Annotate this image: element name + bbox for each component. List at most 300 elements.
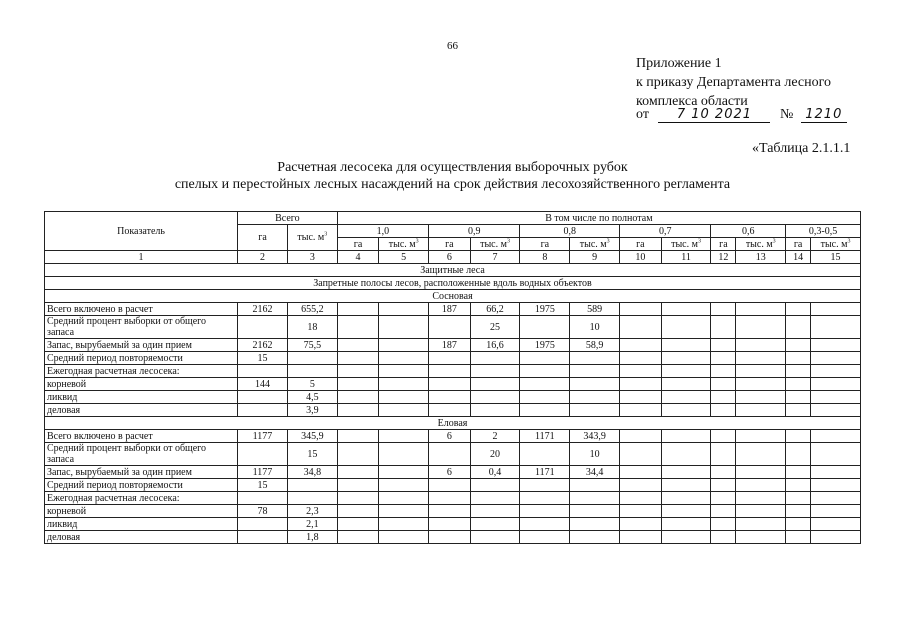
header-total-vol: тыс. $м^3$ <box>287 225 337 251</box>
table-cell: 1177 <box>238 466 288 479</box>
table-cell <box>238 443 288 466</box>
table-cell: 0,4 <box>470 466 520 479</box>
forest-table <box>44 211 861 544</box>
table-cell <box>620 391 662 404</box>
table-cell: 34,4 <box>570 466 620 479</box>
table-cell <box>661 505 711 518</box>
table-cell <box>736 505 786 518</box>
table-cell <box>811 391 861 404</box>
table-cell <box>711 378 736 391</box>
table-cell <box>337 518 379 531</box>
table-cell <box>238 404 288 417</box>
table-cell: 1171 <box>520 430 570 443</box>
table-cell <box>811 430 861 443</box>
table-cell <box>620 339 662 352</box>
table-cell: 6 <box>429 466 471 479</box>
table-cell <box>711 518 736 531</box>
table-cell <box>736 466 786 479</box>
table-cell <box>811 492 861 505</box>
table-cell: 4,5 <box>287 391 337 404</box>
table-cell <box>711 430 736 443</box>
table-cell <box>620 404 662 417</box>
table-row <box>45 391 861 404</box>
table-cell <box>661 303 711 316</box>
table-cell <box>287 492 337 505</box>
table-cell <box>736 365 786 378</box>
table-cell <box>786 518 811 531</box>
table-cell <box>736 378 786 391</box>
table-cell: 16,6 <box>470 339 520 352</box>
table-cell <box>786 531 811 544</box>
table-cell <box>238 531 288 544</box>
row-label: Запас, вырубаемый за один прием <box>45 466 238 479</box>
table-cell <box>620 443 662 466</box>
table-cell <box>711 404 736 417</box>
row-label: Средний процент выборки от общего запаса <box>45 316 238 339</box>
table-cell: 1,8 <box>287 531 337 544</box>
table-cell <box>811 518 861 531</box>
table-cell <box>337 303 379 316</box>
table-cell: 78 <box>238 505 288 518</box>
row-label: Всего включено в расчет <box>45 303 238 316</box>
header-unit-vol: тыс. $м^3$ <box>811 238 861 251</box>
table-cell <box>570 518 620 531</box>
table-cell <box>620 531 662 544</box>
row-label: Ежегодная расчетная лесосека: <box>45 492 238 505</box>
table-cell <box>661 479 711 492</box>
appendix-line: к приказу Департамента лесного <box>636 75 832 90</box>
table-cell <box>470 505 520 518</box>
table-cell <box>786 479 811 492</box>
table-cell <box>429 316 471 339</box>
table-row <box>45 443 861 466</box>
table-cell <box>711 303 736 316</box>
table-cell <box>429 492 471 505</box>
table-cell <box>238 391 288 404</box>
section-strips: Запретные полосы лесов, расположенные вдоль водных объектов <box>45 277 861 290</box>
table-cell: 187 <box>429 339 471 352</box>
order-date-number <box>636 107 847 123</box>
table-cell <box>711 316 736 339</box>
header-unit-vol: тыс. $м^3$ <box>570 238 620 251</box>
table-cell: 75,5 <box>287 339 337 352</box>
table-cell <box>620 430 662 443</box>
table-cell <box>711 492 736 505</box>
table-cell: 144 <box>238 378 288 391</box>
table-cell <box>520 352 570 365</box>
row-label: Средний процент выборки от общего запаса <box>45 443 238 466</box>
table-cell <box>620 352 662 365</box>
header-unit-vol: тыс. $м^3$ <box>661 238 711 251</box>
row-label: корневой <box>45 505 238 518</box>
table-cell <box>337 443 379 466</box>
table-cell <box>570 391 620 404</box>
table-cell <box>811 479 861 492</box>
table-cell <box>661 365 711 378</box>
table-cell <box>429 365 471 378</box>
table-cell <box>470 352 520 365</box>
table-cell <box>429 404 471 417</box>
table-row <box>45 303 861 316</box>
table-cell <box>620 505 662 518</box>
column-number: 8 <box>520 251 570 264</box>
table-cell <box>736 339 786 352</box>
page-number: 66 <box>447 40 458 52</box>
column-number: 12 <box>711 251 736 264</box>
table-cell: 6 <box>429 430 471 443</box>
table-cell <box>337 378 379 391</box>
table-cell <box>379 479 429 492</box>
header-unit-ha: га <box>520 238 570 251</box>
table-cell: 10 <box>570 316 620 339</box>
table-cell <box>736 531 786 544</box>
appendix-line: Приложение 1 <box>636 56 722 71</box>
table-row <box>45 316 861 339</box>
table-row <box>45 518 861 531</box>
table-cell <box>786 443 811 466</box>
table-row <box>45 479 861 492</box>
table-cell <box>736 316 786 339</box>
row-label: деловая <box>45 404 238 417</box>
table-row <box>45 378 861 391</box>
table-cell: 187 <box>429 303 471 316</box>
table-cell: 2,1 <box>287 518 337 531</box>
column-number: 10 <box>620 251 662 264</box>
table-cell <box>711 531 736 544</box>
table-cell <box>379 352 429 365</box>
table-cell <box>379 466 429 479</box>
table-cell <box>786 430 811 443</box>
table-cell <box>786 505 811 518</box>
table-cell: 655,2 <box>287 303 337 316</box>
table-cell <box>470 365 520 378</box>
table-cell <box>520 404 570 417</box>
header-unit-ha: га <box>429 238 471 251</box>
table-cell <box>238 518 288 531</box>
table-cell <box>736 303 786 316</box>
table-cell <box>620 316 662 339</box>
table-cell <box>811 352 861 365</box>
table-cell <box>711 443 736 466</box>
table-cell <box>520 531 570 544</box>
table-cell <box>736 352 786 365</box>
table-cell <box>786 303 811 316</box>
table-cell <box>429 505 471 518</box>
table-cell <box>661 466 711 479</box>
table-cell <box>520 391 570 404</box>
from-label: от <box>636 107 649 122</box>
row-label: Всего включено в расчет <box>45 430 238 443</box>
header-density: 1,0 <box>337 225 428 238</box>
table-cell <box>379 443 429 466</box>
table-cell <box>470 404 520 417</box>
table-cell <box>379 303 429 316</box>
table-cell <box>520 518 570 531</box>
table-row <box>45 505 861 518</box>
table-cell <box>470 479 520 492</box>
row-label: деловая <box>45 531 238 544</box>
table-cell <box>470 391 520 404</box>
table-cell <box>520 505 570 518</box>
table-cell <box>379 404 429 417</box>
table-cell <box>786 492 811 505</box>
table-cell <box>711 339 736 352</box>
header-unit-vol: тыс. $м^3$ <box>736 238 786 251</box>
table-row <box>45 492 861 505</box>
header-unit-vol: тыс. $м^3$ <box>470 238 520 251</box>
header-unit-ha: га <box>337 238 379 251</box>
table-cell: 2162 <box>238 339 288 352</box>
table-cell <box>337 316 379 339</box>
table-cell <box>470 492 520 505</box>
table-cell: 589 <box>570 303 620 316</box>
table-cell: 15 <box>287 443 337 466</box>
table-cell <box>429 443 471 466</box>
column-number: 5 <box>379 251 429 264</box>
table-cell <box>811 505 861 518</box>
table-cell <box>337 430 379 443</box>
table-cell <box>287 479 337 492</box>
table-cell <box>570 505 620 518</box>
table-cell <box>429 479 471 492</box>
table-cell <box>811 365 861 378</box>
table-cell <box>736 492 786 505</box>
table-cell: 345,9 <box>287 430 337 443</box>
table-cell <box>429 391 471 404</box>
table-cell <box>238 365 288 378</box>
table-cell <box>736 404 786 417</box>
table-cell <box>736 479 786 492</box>
table-cell: 2162 <box>238 303 288 316</box>
table-cell <box>337 531 379 544</box>
table-cell <box>379 492 429 505</box>
header-unit-ha: га <box>620 238 662 251</box>
table-cell <box>736 518 786 531</box>
table-cell <box>337 479 379 492</box>
table-cell <box>570 352 620 365</box>
table-cell <box>287 352 337 365</box>
table-cell <box>661 352 711 365</box>
table-cell <box>337 404 379 417</box>
header-total-ha: га <box>238 225 288 251</box>
order-date: 7 10 2021 <box>658 107 770 123</box>
table-cell <box>570 479 620 492</box>
table-cell <box>379 531 429 544</box>
table-cell <box>620 479 662 492</box>
table-cell: 1975 <box>520 339 570 352</box>
row-label: ликвид <box>45 518 238 531</box>
table-title-line-1: Расчетная лесосека для осуществления выборочных рубок <box>277 160 628 175</box>
table-cell: 34,8 <box>287 466 337 479</box>
table-cell <box>786 391 811 404</box>
table-cell <box>661 316 711 339</box>
header-density: 0,7 <box>620 225 711 238</box>
table-cell <box>620 303 662 316</box>
table-cell <box>570 531 620 544</box>
table-cell <box>520 479 570 492</box>
table-cell <box>238 316 288 339</box>
header-density: 0,3-0,5 <box>786 225 861 238</box>
table-cell <box>620 492 662 505</box>
table-cell <box>337 466 379 479</box>
table-row <box>45 404 861 417</box>
table-cell <box>379 505 429 518</box>
table-cell <box>337 365 379 378</box>
table-cell <box>620 365 662 378</box>
column-number: 1 <box>45 251 238 264</box>
column-number: 4 <box>337 251 379 264</box>
table-cell <box>811 531 861 544</box>
table-cell <box>786 378 811 391</box>
table-row <box>45 365 861 378</box>
header-total: Всего <box>238 212 338 225</box>
header-density: 0,8 <box>520 225 620 238</box>
section-spruce: Еловая <box>45 417 861 430</box>
table-cell <box>811 404 861 417</box>
appendix-block <box>636 54 831 111</box>
row-label: корневой <box>45 378 238 391</box>
column-number: 14 <box>786 251 811 264</box>
header-unit-vol: тыс. $м^3$ <box>379 238 429 251</box>
table-cell <box>620 378 662 391</box>
table-title-line-2: спелых и перестойных лесных насаждений на срок действия лесохозяйственного регламента <box>174 177 731 192</box>
row-label: Средний период повторяемости <box>45 352 238 365</box>
table-cell: 1177 <box>238 430 288 443</box>
column-number: 2 <box>238 251 288 264</box>
table-row <box>45 339 861 352</box>
table-cell <box>470 531 520 544</box>
header-density: 0,6 <box>711 225 786 238</box>
row-label: ликвид <box>45 391 238 404</box>
table-cell <box>661 391 711 404</box>
table-cell <box>379 391 429 404</box>
number-label: № <box>779 107 794 122</box>
table-cell: 15 <box>238 352 288 365</box>
table-cell <box>520 378 570 391</box>
table-cell <box>661 430 711 443</box>
table-cell: 2 <box>470 430 520 443</box>
header-indicator: Показатель <box>45 212 238 251</box>
order-number: 1210 <box>801 107 847 123</box>
table-cell <box>711 352 736 365</box>
table-cell <box>661 518 711 531</box>
table-cell <box>570 378 620 391</box>
column-number: 7 <box>470 251 520 264</box>
appendix-line: комплекса области <box>636 94 748 109</box>
table-cell <box>786 339 811 352</box>
table-cell <box>811 339 861 352</box>
table-cell <box>661 339 711 352</box>
header-unit-ha: га <box>711 238 736 251</box>
table-cell <box>811 303 861 316</box>
row-label: Средний период повторяемости <box>45 479 238 492</box>
table-cell: 3,9 <box>287 404 337 417</box>
table-cell <box>337 505 379 518</box>
table-cell <box>379 365 429 378</box>
table-row <box>45 531 861 544</box>
table-cell: 25 <box>470 316 520 339</box>
table-cell <box>379 316 429 339</box>
table-cell <box>786 352 811 365</box>
table-cell <box>570 404 620 417</box>
table-cell <box>736 391 786 404</box>
table-cell <box>287 365 337 378</box>
table-cell: 58,9 <box>570 339 620 352</box>
table-cell <box>661 404 711 417</box>
table-cell <box>711 505 736 518</box>
header-unit-ha: га <box>786 238 811 251</box>
table-cell: 10 <box>570 443 620 466</box>
table-cell <box>520 316 570 339</box>
column-number: 13 <box>736 251 786 264</box>
table-cell <box>811 466 861 479</box>
table-cell <box>337 391 379 404</box>
table-cell <box>711 479 736 492</box>
table-cell: 20 <box>470 443 520 466</box>
table-cell <box>470 518 520 531</box>
table-reference: «Таблица 2.1.1.1 <box>752 141 851 156</box>
table-cell <box>570 365 620 378</box>
table-cell <box>736 430 786 443</box>
table-cell <box>379 378 429 391</box>
column-number: 9 <box>570 251 620 264</box>
section-protective: Защитные леса <box>45 264 861 277</box>
table-cell <box>570 492 620 505</box>
header-by-density: В том числе по полнотам <box>337 212 860 225</box>
column-number: 3 <box>287 251 337 264</box>
table-cell: 2,3 <box>287 505 337 518</box>
table-cell <box>379 518 429 531</box>
table-cell <box>620 466 662 479</box>
table-cell: 15 <box>238 479 288 492</box>
table-cell: 1975 <box>520 303 570 316</box>
table-cell <box>811 316 861 339</box>
column-number: 11 <box>661 251 711 264</box>
section-pine: Сосновая <box>45 290 861 303</box>
table-cell <box>620 518 662 531</box>
table-cell <box>429 531 471 544</box>
table-cell <box>786 365 811 378</box>
table-row <box>45 352 861 365</box>
table-cell <box>337 339 379 352</box>
table-cell <box>379 339 429 352</box>
table-cell: 18 <box>287 316 337 339</box>
table-cell <box>811 378 861 391</box>
table-cell <box>520 443 570 466</box>
table-row <box>45 466 861 479</box>
table-cell: 5 <box>287 378 337 391</box>
table-cell <box>470 378 520 391</box>
table-cell: 343,9 <box>570 430 620 443</box>
table-cell <box>661 443 711 466</box>
table-cell <box>711 466 736 479</box>
table-cell <box>811 443 861 466</box>
table-cell <box>661 531 711 544</box>
header-density: 0,9 <box>429 225 520 238</box>
table-cell: 66,2 <box>470 303 520 316</box>
column-number: 15 <box>811 251 861 264</box>
table-cell <box>337 352 379 365</box>
table-cell <box>661 492 711 505</box>
table-cell <box>429 518 471 531</box>
table-cell <box>711 365 736 378</box>
table-cell <box>711 391 736 404</box>
table-cell <box>661 378 711 391</box>
table-cell <box>786 316 811 339</box>
table-cell <box>786 404 811 417</box>
table-row <box>45 430 861 443</box>
row-label: Ежегодная расчетная лесосека: <box>45 365 238 378</box>
